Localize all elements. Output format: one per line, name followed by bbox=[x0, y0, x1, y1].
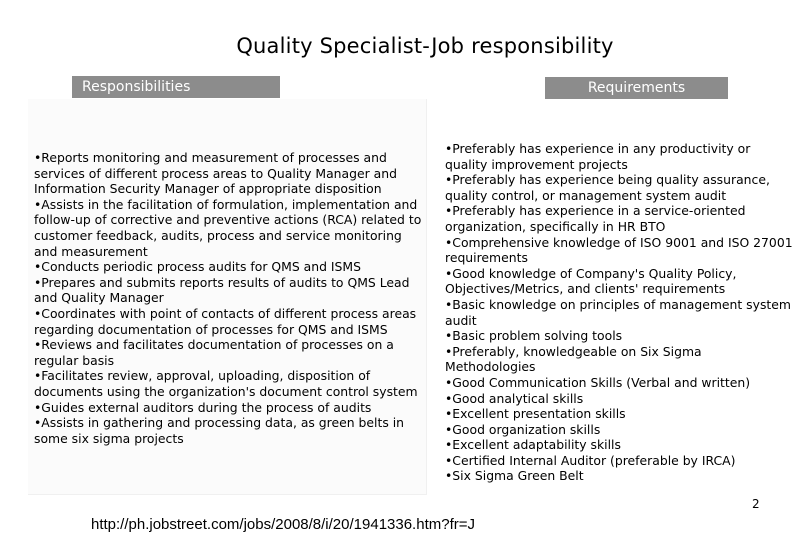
list-item: •Assists in gathering and processing data, as green belts in some six sigma projects bbox=[34, 415, 405, 446]
list-item: •Reviews and facilitates documentation of processes on a regular basis bbox=[34, 337, 394, 368]
list-item: •Assists in the facilitation of formulation, implementation and follow-up of corrective and preventive actions (RCA) related to customer feedback, audits, process and service monitoring and measurement bbox=[34, 196, 422, 259]
responsibilities-header: Responsibilities bbox=[72, 76, 280, 98]
list-item: •Basic knowledge on principles of management system audit bbox=[445, 296, 791, 328]
list-item: •Preferably has experience in a service-oriented organization, specifically in HR BTO bbox=[445, 203, 746, 234]
requirements-header: Requirements bbox=[545, 77, 728, 99]
list-item: •Good Communication Skills (Verbal and written) bbox=[445, 374, 751, 390]
list-item: •Excellent adaptability skills bbox=[445, 437, 621, 453]
list-item: •Good organization skills bbox=[445, 421, 601, 437]
list-item: •Preferably has experience being quality assurance, quality control, or management system audit bbox=[445, 172, 770, 203]
requirements-list bbox=[445, 141, 795, 484]
page-number: 2 bbox=[752, 497, 760, 511]
list-item: •Guides external auditors during the process of audits bbox=[34, 399, 372, 415]
slide-title: Quality Specialist-Job responsibility bbox=[236, 34, 614, 58]
responsibilities-list bbox=[34, 150, 422, 446]
list-item: •Facilitates review, approval, uploading, disposition of documents using the organization's document control system bbox=[34, 368, 418, 399]
list-item: •Comprehensive knowledge of ISO 9001 and ISO 27001 requirements bbox=[445, 234, 793, 266]
list-item: •Preferably has experience in any productivity or quality improvement projects bbox=[445, 141, 751, 172]
list-item: •Certified Internal Auditor (preferable by IRCA) bbox=[445, 452, 736, 468]
list-item: •Preferably, knowledgeable on Six Sigma Methodologies bbox=[445, 343, 702, 375]
list-item: •Good analytical skills bbox=[445, 390, 584, 406]
list-item: •Good knowledge of Company's Quality Policy, Objectives/Metrics, and clients' requirements bbox=[445, 265, 737, 297]
list-item: •Basic problem solving tools bbox=[445, 328, 623, 344]
list-item: •Coordinates with point of contacts of different process areas regarding documentation of processes for QMS and ISMS bbox=[34, 305, 417, 337]
source-url: http://ph.jobstreet.com/jobs/2008/8/i/20/1941336.htm?fr=J bbox=[91, 516, 475, 533]
list-item: •Excellent presentation skills bbox=[445, 406, 626, 422]
list-item: •Six Sigma Green Belt bbox=[445, 468, 584, 484]
list-item: •Reports monitoring and measurement of processes and services of different process areas to Quality Manager and Information Security Manager of appropriate disposition bbox=[34, 150, 397, 197]
list-item: •Prepares and submits reports results of audits to QMS Lead and Quality Manager bbox=[34, 274, 410, 306]
list-item: •Conducts periodic process audits for QMS and ISMS bbox=[34, 259, 361, 275]
